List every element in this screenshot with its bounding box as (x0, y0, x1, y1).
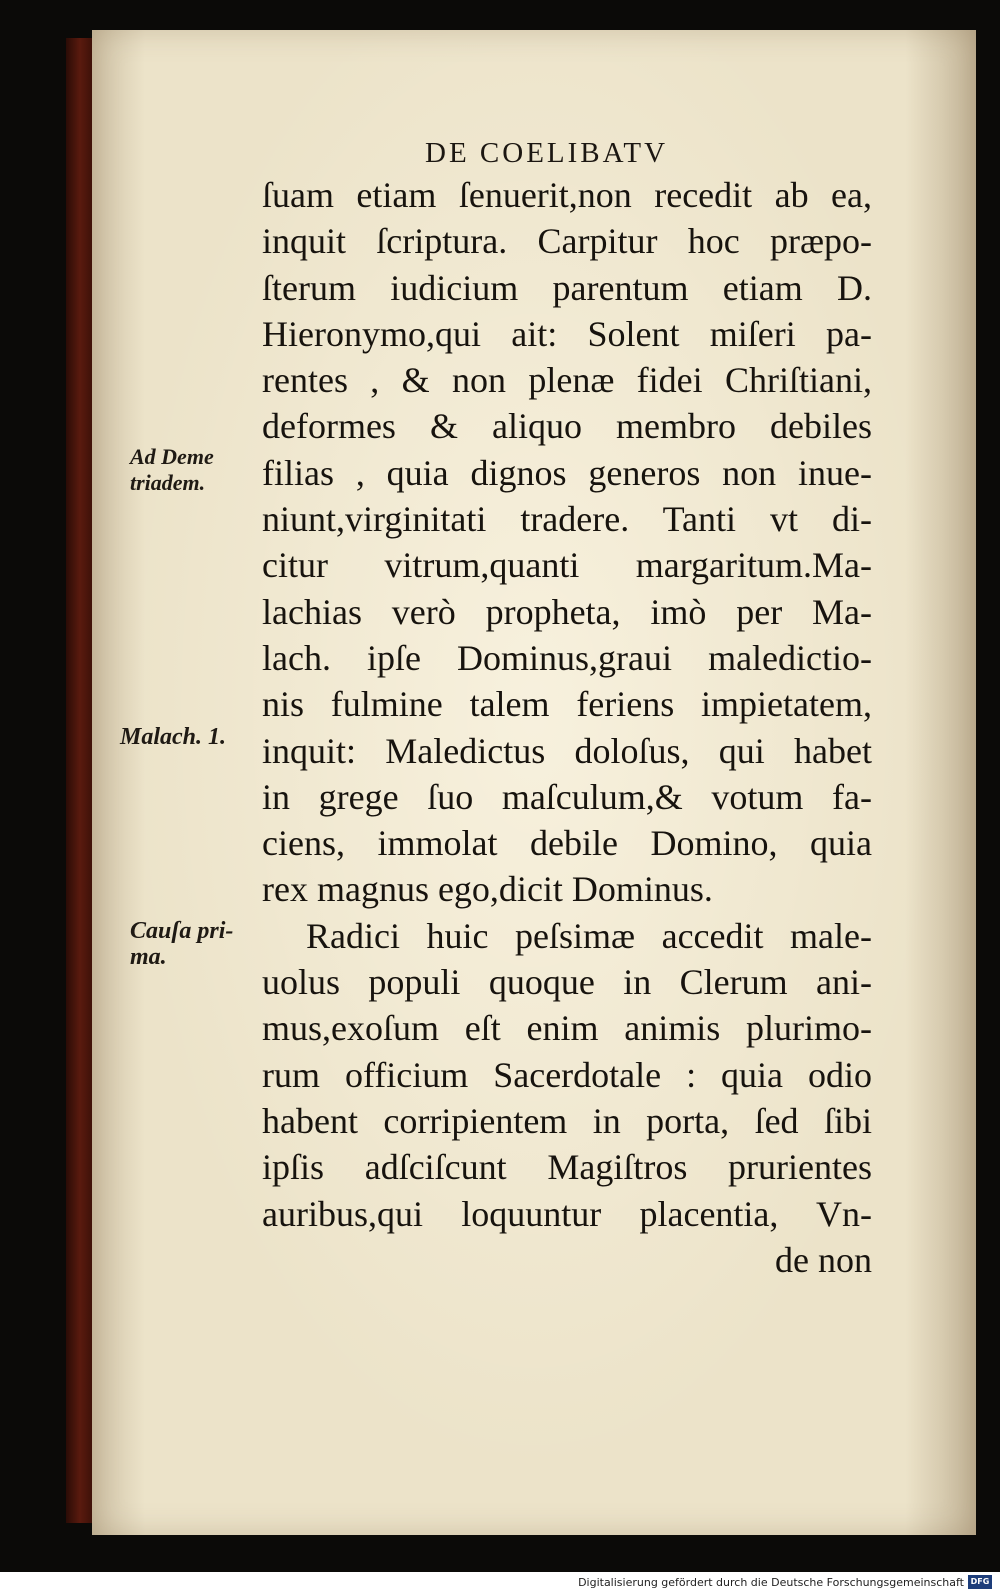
text-line: inquit ſcriptura. Carpitur hoc præpo- (262, 221, 872, 262)
dfg-logo-icon: DFG (968, 1575, 992, 1589)
book-binding-edge (66, 38, 94, 1523)
text-line: lachias verò propheta, imò per Ma- (262, 591, 872, 632)
margin-note-line: Ad Deme (130, 444, 214, 469)
text-line: inquit: Maledictus doloſus, qui habet (262, 730, 872, 771)
text-line: mus,exoſum eſt enim animis plurimo- (262, 1008, 872, 1049)
text-line: rentes , & non plenæ fidei Chriſtiani, (262, 360, 872, 401)
text-line: ciens, immolat debile Domino, quia (262, 823, 872, 864)
margin-note-malach: Malach. 1. (120, 724, 227, 750)
text-line: ſterum iudicium parentum etiam D. (262, 267, 872, 308)
running-head: DE COELIBATV (425, 137, 669, 169)
text-line: niunt,virginitati tradere. Tanti vt di- (262, 499, 872, 540)
text-line: ipſis adſciſcunt Magiſtros prurientes (262, 1147, 872, 1188)
funding-credit: Digitalisierung gefördert durch die Deutsche Forschungsgemeinschaft (578, 1576, 964, 1589)
margin-note-line: ma. (130, 944, 167, 970)
text-line: habent corripientem in porta, ſed ſibi (262, 1100, 872, 1141)
body-text (262, 172, 872, 1283)
text-line: lach. ipſe Dominus,graui maledictio- (262, 637, 872, 678)
margin-note-line: triadem. (130, 470, 206, 495)
text-line: filias , quia dignos generos non inue- (262, 452, 872, 493)
margin-note-causa (130, 918, 233, 970)
text-line: ſuam etiam ſenuerit,non recedit ab ea, (262, 175, 872, 215)
text-line: Hieronymo,qui ait: Solent miſeri pa- (262, 313, 872, 354)
margin-note-line: Cauſa pri- (130, 918, 234, 944)
margin-note-demetriadem (130, 444, 214, 496)
text-line: Radici huic peſsimæ accedit male- (306, 915, 872, 956)
text-line: uolus populi quoque in Clerum ani- (262, 962, 872, 1003)
text-line: rex magnus ego,dicit Dominus. (262, 869, 713, 910)
text-line: rum officium Sacerdotale : quia odio (262, 1054, 872, 1095)
text-line: deformes & aliquo membro debiles (262, 406, 872, 447)
text-line: citur vitrum,quanti margaritum.Ma- (262, 545, 872, 586)
text-line: nis fulmine talem feriens impietatem, (262, 684, 872, 725)
text-line: in grege ſuo maſculum,& votum fa- (262, 776, 872, 817)
catchword: de non (775, 1239, 872, 1280)
text-line: auribus,qui loquuntur placentia, Vn- (262, 1193, 872, 1234)
footer-bar (0, 1572, 1000, 1594)
